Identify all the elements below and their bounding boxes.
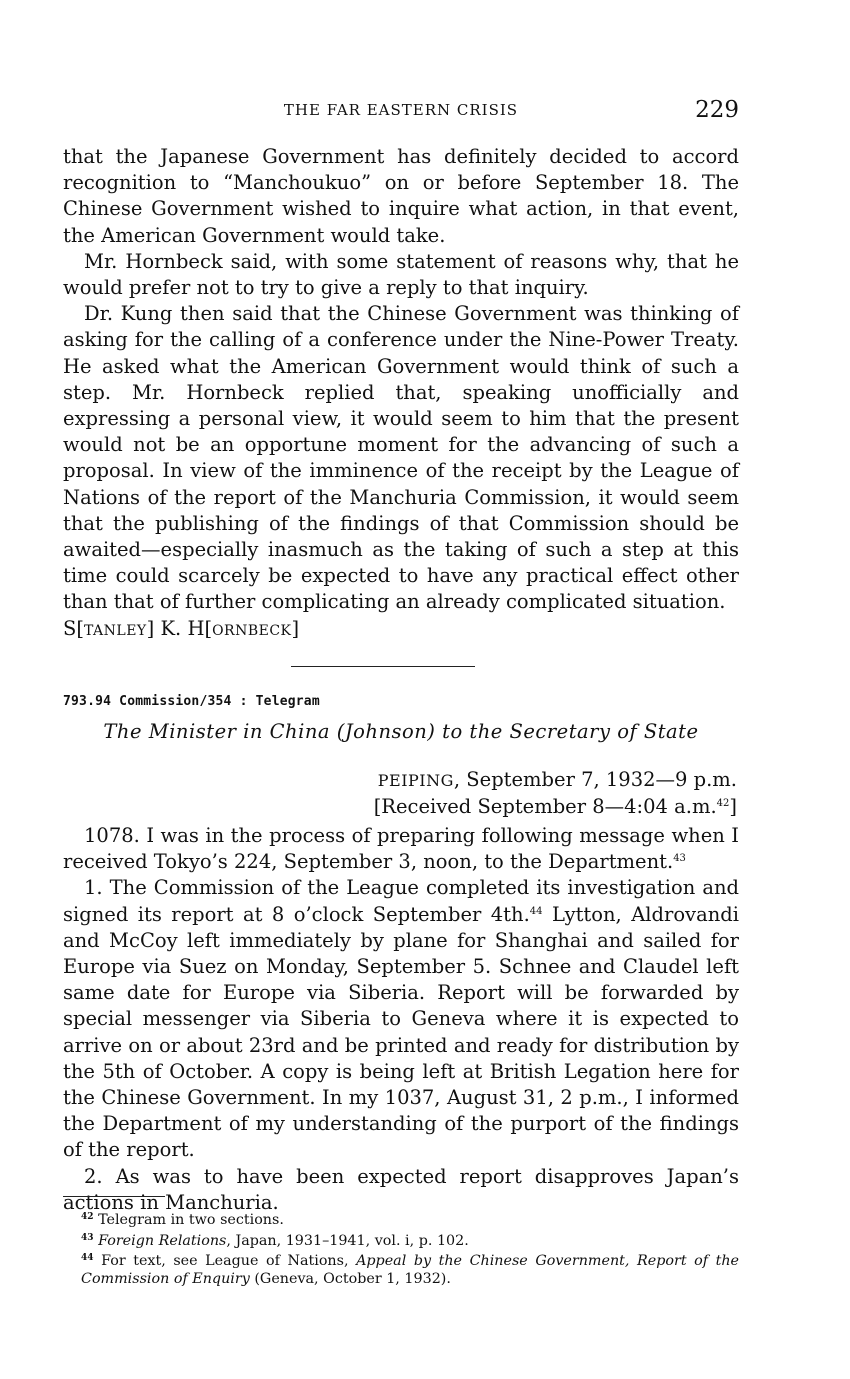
memo-paragraph: Dr. Kung then said that the Chinese Government was thinking of asking for the calling of a conference under the Nine-Power Treaty. He asked what the American Government would think of such a step. Mr. Hornbeck replied that, speaking unofficially and expressing a personal view, it would seem to him that the present would not be an opportune moment for the advancing of such a proposal. In view of the imminence of the receipt by the League of Nations of the report of the Manchuria Commission, it would seem that the publishing of the findings of that Commission should be awaited—especially inasmuch as the taking of such a step at this time could scarcely be expected to have any practical effect other than that of further complicating an already complicated situation. xyxy=(63,302,739,614)
memo-signature: S[TANLEY] K. H[ORNBECK] xyxy=(63,616,300,640)
memo-body xyxy=(63,144,739,644)
memo-paragraph: Mr. Hornbeck said, with some statement of reasons why, that he would prefer not to try to give a reply to that inquiry. xyxy=(63,249,739,300)
footnotes xyxy=(63,1209,739,1288)
telegram-paragraph: 1078. I was in the process of preparing following message when I received Tokyo’s 224, September 3, noon, to the Department.$^{43}$ xyxy=(63,824,739,874)
dateline xyxy=(374,767,737,820)
page-number: 229 xyxy=(695,97,739,123)
document-title: The Minister in China (Johnson) to the Secretary of State xyxy=(103,720,699,743)
memo-paragraph: that the Japanese Government has definitely decided to accord recognition to “Manchoukuo” on or before September 18. The Chinese Government wished to inquire what action, in that event, the American Government would take. xyxy=(63,145,739,247)
footnote-44: $^{44}$ For text, see League of Nations, Appeal by the Chinese Government, Report of the Commission of Enquiry (Geneva, October 1, 1932). xyxy=(81,1253,739,1287)
section-divider xyxy=(291,666,475,667)
file-reference: 793.94 Commission/354 : Telegram xyxy=(63,694,320,709)
footnote-43: $^{43}$ Foreign Relations, Japan, 1931–1941, vol. i, p. 102. xyxy=(81,1232,469,1249)
place-date: PEIPING, September 7, 1932—9 p.m. xyxy=(377,768,737,791)
footnote-rule xyxy=(63,1196,165,1197)
place: PEIPING xyxy=(377,771,454,790)
footnote-ref: 43 xyxy=(673,853,686,865)
running-title: THE FAR EASTERN CRISIS xyxy=(283,101,519,119)
footnote-ref: 44 xyxy=(529,905,543,917)
footnote-ref: 42 xyxy=(716,798,730,809)
telegram-paragraph: 1. The Commission of the League completed its investigation and signed its report at 8 o’clock September 4th.$^{44}$ Lytton, Aldrovandi and McCoy left immediately by plane for Shanghai and sailed for Europe via Suez on Monday, September 5. Schnee and Claudel left same date for Europe via Siberia. Report will be forwarded by special messenger via Siberia to Geneva where it is expected to arrive on or about 23rd and be printed and ready for distribution by the 5th of October. A copy is being left at British Legation here for the Chinese Government. In my 1037, August 31, 2 p.m., I informed the Department of my understanding of the purport of the findings of the report. xyxy=(63,876,739,1162)
received-line: [Received September 8—4:04 a.m.$^{42}$] xyxy=(373,795,737,818)
telegram-paragraph: 2. As was to have been expected report disapproves Japan’s actions in Manchuria. xyxy=(63,1164,739,1214)
footnote-42: $^{42}$ Telegram in two sections. xyxy=(81,1212,284,1228)
telegram-body xyxy=(63,823,739,1216)
running-head xyxy=(63,97,739,125)
